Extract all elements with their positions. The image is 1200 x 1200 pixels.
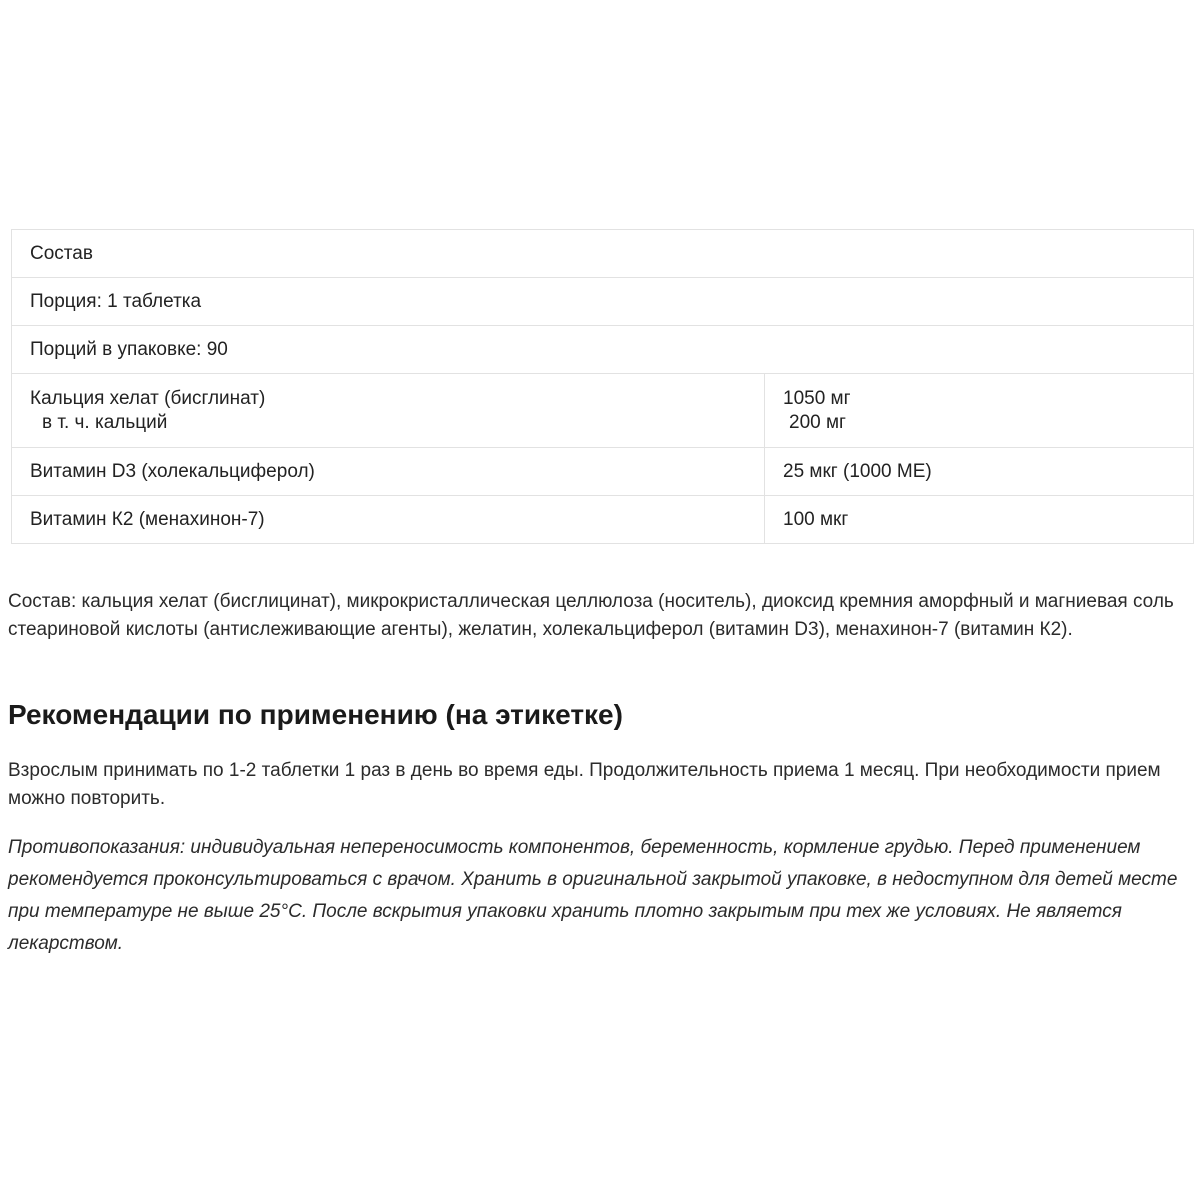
supplement-facts-table	[11, 229, 1194, 544]
facts-title: Состав	[12, 230, 1194, 278]
contraindications-paragraph: Противопоказания: индивидуальная непереносимость компонентов, беременность, кормление грудью. Перед применением рекомендуется проконсультироваться с врачом. Хранить в оригинальной закрытой упаковке, в недоступном для детей месте при температуре не выше 25°С. После вскрытия упаковки хранить плотно закрытым при тех же условиях. Не является лекарством.	[8, 837, 1178, 954]
table-row	[12, 278, 1194, 326]
ingredient-sub-name: в т. ч. кальций	[42, 411, 168, 433]
table-row	[12, 326, 1194, 374]
ingredient-amount: 1050 мг	[783, 387, 851, 409]
ingredient-sub-amount: 200 мг	[789, 411, 846, 433]
ingredient-amount: 100 мкг	[765, 496, 1194, 544]
ingredient-amount: 25 мкг (1000 МЕ)	[765, 448, 1194, 496]
ingredient-name: Витамин D3 (холекальциферол)	[12, 448, 765, 496]
table-row	[12, 374, 1194, 448]
usage-paragraph: Взрослым принимать по 1-2 таблетки 1 раз в день во время еды. Продолжительность приема 1 месяц. При необходимости прием можно повторить.	[8, 760, 1161, 809]
ingredient-name-cell	[12, 374, 765, 448]
servings-per-package: Порций в упаковке: 90	[12, 326, 1194, 374]
serving-size: Порция: 1 таблетка	[12, 278, 1194, 326]
composition-paragraph: Состав: кальция хелат (бисглицинат), микрокристаллическая целлюлоза (носитель), диоксид кремния аморфный и магниевая соль стеариновой кислоты (антислеживающие агенты), желатин, холекальциферол (витамин D3), менахинон-7 (витамин К2).	[8, 591, 1174, 640]
table-row	[12, 496, 1194, 544]
ingredient-name: Кальция хелат (бисглинат)	[30, 387, 266, 409]
ingredient-amount-cell	[765, 374, 1194, 448]
table-row	[12, 230, 1194, 278]
usage-heading: Рекомендации по применению (на этикетке)	[8, 699, 623, 730]
table-row	[12, 448, 1194, 496]
ingredient-name: Витамин К2 (менахинон-7)	[12, 496, 765, 544]
